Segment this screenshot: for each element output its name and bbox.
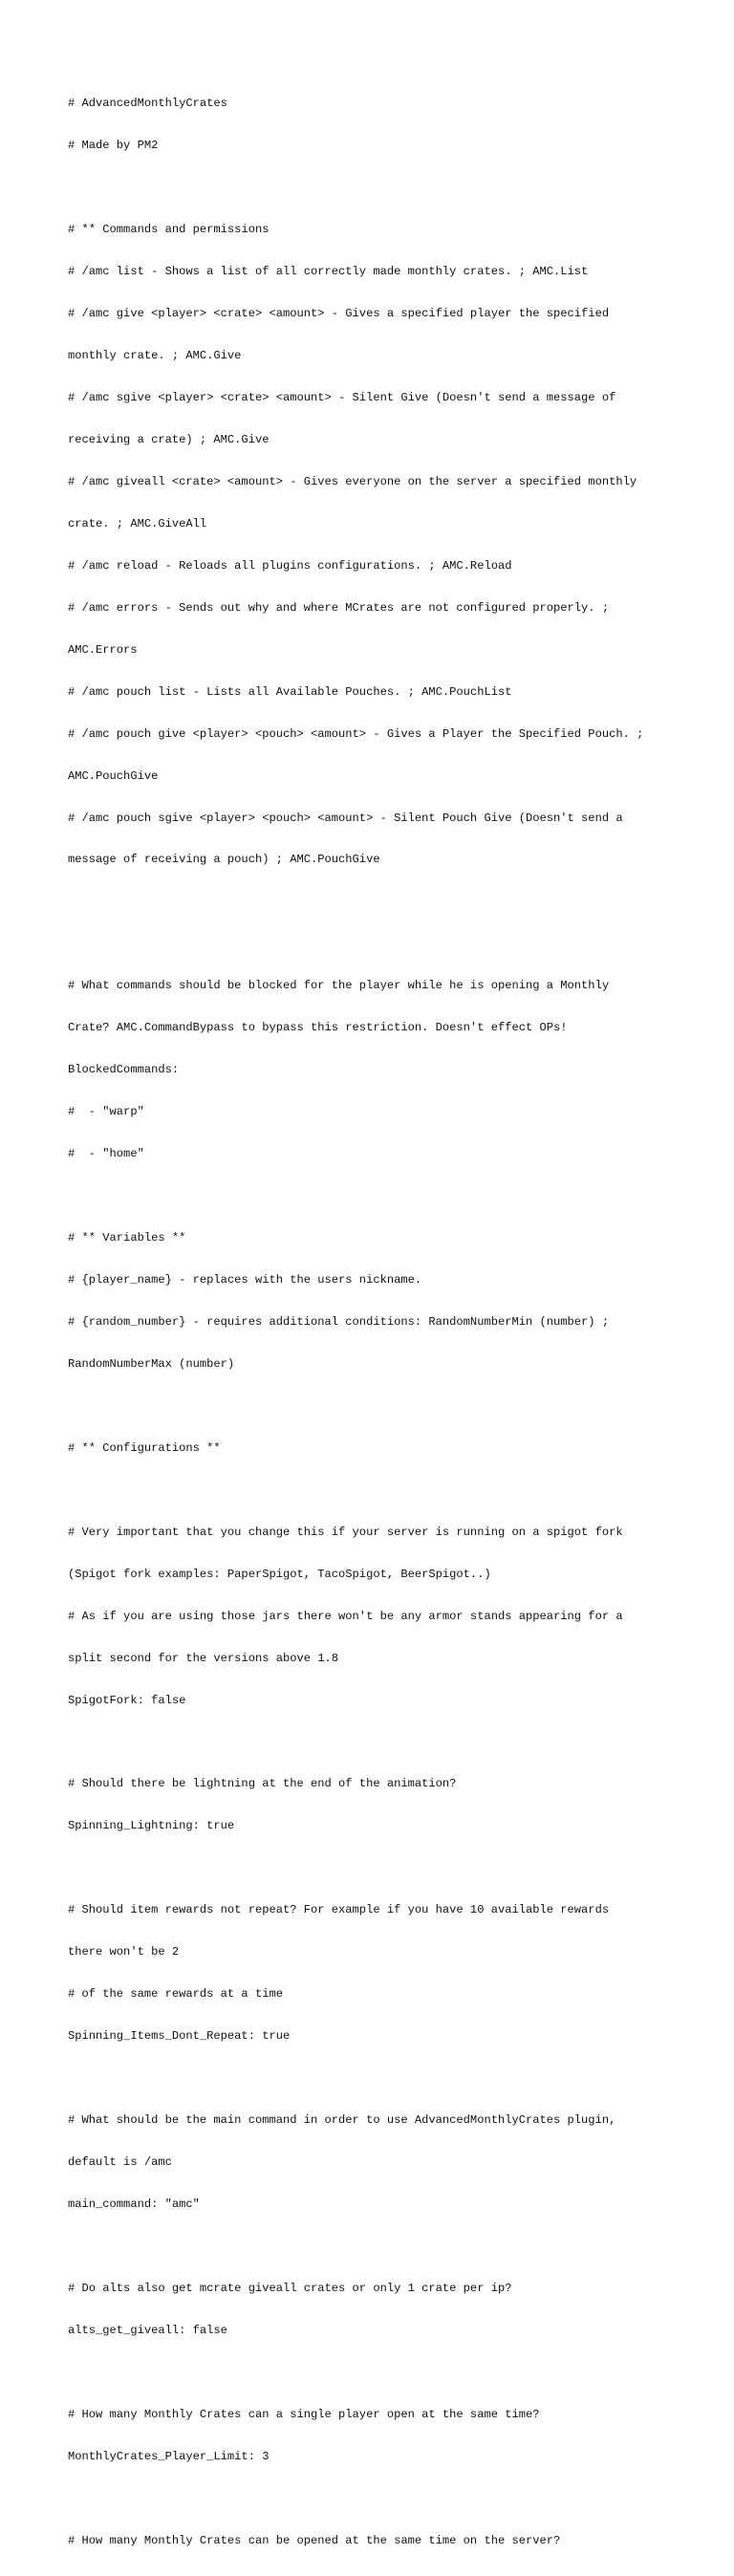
text-line: monthly crate. ; AMC.Give	[68, 349, 242, 363]
text-line: # /amc sgive <player> <crate> <amount> - Silent Give (Doesn't send a message of	[68, 390, 616, 404]
text-line: Crate? AMC.CommandBypass to bypass this restriction. Doesn't effect OPs!	[68, 1021, 568, 1035]
text-line: # /amc give <player> <crate> <amount> - Gives a specified player the specified	[68, 307, 610, 321]
blank-line	[68, 2071, 680, 2086]
text-line: # ** Configurations **	[68, 1440, 221, 1455]
blank-line	[68, 1189, 680, 1203]
text-line: # How many Monthly Crates can be opened at the same time on the server?	[68, 2533, 561, 2547]
text-line: # {player_name} - replaces with the users nickname.	[68, 1273, 422, 1287]
text-line: crate. ; AMC.GiveAll	[68, 516, 207, 530]
text-line: # ** Variables **	[68, 1231, 186, 1245]
text-line: # What commands should be blocked for the player while he is opening a Monthly	[68, 979, 610, 993]
text-line: # /amc list - Shows a list of all correctly made monthly crates. ; AMC.List	[68, 265, 589, 279]
text-line: RandomNumberMax (number)	[68, 1356, 235, 1371]
text-line: # /amc pouch give <player> <pouch> <amount> - Gives a Player the Specified Pouch. ;	[68, 726, 644, 741]
text-line: # {random_number} - requires additional conditions: RandomNumberMin (number) ;	[68, 1314, 610, 1329]
text-line: # AdvancedMonthlyCrates	[68, 97, 227, 111]
text-line: # ** Commands and permissions	[68, 223, 270, 237]
text-line: # /amc reload - Reloads all plugins configurations. ; AMC.Reload	[68, 558, 512, 573]
blank-line	[68, 2492, 680, 2506]
text-line: message of receiving a pouch) ; AMC.PouchGive	[68, 853, 380, 867]
text-line: # /amc giveall <crate> <amount> - Gives everyone on the server a specified monthly	[68, 474, 637, 488]
text-line: default is /amc	[68, 2155, 172, 2170]
text-line: receiving a crate) ; AMC.Give	[68, 432, 270, 446]
blank-line	[68, 2366, 680, 2380]
blank-line	[68, 1861, 680, 1875]
text-line: # What should be the main command in order to use AdvancedMonthlyCrates plugin,	[68, 2113, 616, 2128]
text-line: # As if you are using those jars there won't be any armor stands appearing for a	[68, 1609, 623, 1623]
text-line: # - "home"	[68, 1147, 144, 1161]
blank-line	[68, 1399, 680, 1414]
text-line: Spinning_Items_Dont_Repeat: true	[68, 2029, 291, 2044]
text-line: split second for the versions above 1.8	[68, 1651, 339, 1665]
text-line: MonthlyCrates_Player_Limit: 3	[68, 2449, 270, 2463]
blank-line	[68, 1483, 680, 1498]
text-line: # How many Monthly Crates can a single player open at the same time?	[68, 2407, 540, 2421]
blank-line	[68, 937, 680, 951]
blank-line	[68, 1735, 680, 1749]
text-line: BlockedCommands:	[68, 1063, 180, 1077]
text-line: # Very important that you change this if your server is running on a spigot fork	[68, 1525, 623, 1539]
text-line: # Do alts also get mcrate giveall crates or only 1 crate per ip?	[68, 2281, 512, 2295]
text-line: AMC.Errors	[68, 642, 138, 657]
blank-line	[68, 2240, 680, 2254]
text-line: # Made by PM2	[68, 139, 159, 153]
text-line: SpigotFork: false	[68, 1693, 186, 1707]
text-line: # /amc errors - Sends out why and where MCrates are not configured properly. ;	[68, 600, 610, 615]
text-line: Spinning_Lightning: true	[68, 1819, 235, 1833]
text-line: # /amc pouch sgive <player> <pouch> <amount> - Silent Pouch Give (Doesn't send a	[68, 811, 623, 825]
blank-line	[68, 895, 680, 909]
text-line: # of the same rewards at a time	[68, 1987, 283, 2002]
text-line: alts_get_giveall: false	[68, 2323, 227, 2337]
text-line: # Should item rewards not repeat? For example if you have 10 available rewards	[68, 1903, 610, 1917]
text-line: # /amc pouch list - Lists all Available Pouches. ; AMC.PouchList	[68, 684, 512, 699]
blank-line	[68, 181, 680, 195]
text-line: # Should there be lightning at the end of the animation?	[68, 1777, 457, 1791]
text-line: main_command: "amc"	[68, 2197, 200, 2211]
text-line: AMC.PouchGive	[68, 768, 159, 783]
config-text-body	[68, 69, 680, 2576]
text-line: there won't be 2	[68, 1945, 180, 1959]
text-line: (Spigot fork examples: PaperSpigot, TacoSpigot, BeerSpigot..)	[68, 1567, 491, 1581]
text-line: # - "warp"	[68, 1105, 144, 1119]
